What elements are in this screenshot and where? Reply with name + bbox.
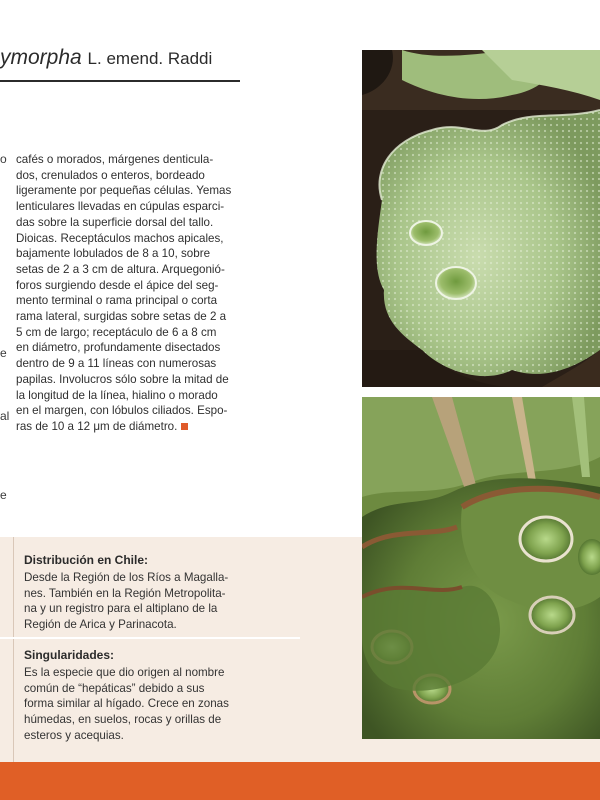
singularities-line: húmedas, en suelos, rocas y orillas de [24,713,222,727]
singularities-line: esteros y acequias. [24,728,124,742]
description-line: en diámetro, profundamente disectados [16,341,221,355]
description-line: 5 cm de largo; receptáculo de 6 a 8 cm [16,325,217,339]
description-line: cafés o morados, márgenes denticula- [16,153,214,166]
distribution-line: nes. También en la Región Metropolita- [24,586,226,600]
distribution-line: Región de Arica y Parinacota. [24,618,177,632]
singularities-line: forma similar al hígado. Crece en zonas [24,697,229,711]
description-line: ras de 10 a 12 μm de diámetro. [16,419,178,433]
description-line: dentro de 9 a 11 líneas con numerosas [16,357,217,371]
description-line: das sobre la superficie dorsal del tallo. [16,215,214,229]
species-authority: L. emend. Raddi [87,49,213,68]
species-description [16,152,244,435]
singularities-heading: Singularidades: [24,648,115,662]
description-line: ligeramente por pequeñas células. Yemas [16,184,232,198]
singularities-line: común de “hepáticas” debido a sus [24,681,205,695]
left-column-fragment: o [0,152,7,166]
description-line-last [16,419,244,435]
description-line: bajamente lobulados de 8 a 10, sobre [16,247,211,261]
distribution-heading: Distribución en Chile: [24,553,149,567]
info-separator [0,637,300,639]
description-line: Dioicas. Receptáculos machos apicales, [16,231,224,245]
singularities-section [24,648,274,744]
description-line: rama lateral, surgidas sobre setas de 2 a [16,310,227,324]
distribution-section [24,553,274,633]
species-name: ymorpha [0,46,82,69]
description-line: mento terminal o rama principal o corta [16,294,218,308]
left-column-fragment: e [0,346,7,360]
singularities-line: Es la especie que dio origen al nombre [24,665,225,679]
distribution-line: na y un registro para el altiplano de la [24,602,218,616]
description-line: papilas. Involucros sólo sobre la mitad de [16,372,229,386]
end-of-text-mark [181,423,188,430]
description-line: dos, crenulados o enteros, bordeado [16,168,205,182]
left-column-fragment: al [0,409,10,423]
description-line: en el margen, con lóbulos ciliados. Espo- [16,404,228,418]
description-line: setas de 2 a 3 cm de altura. Arquegonió- [16,262,225,276]
distribution-line: Desde la Región de los Ríos a Magalla- [24,570,229,584]
liverwort-photo-top [362,50,600,387]
species-title [0,46,240,70]
description-line: la longitud de la línea, hialino o morado [16,388,218,402]
info-left-rule [13,537,14,762]
description-line: lenticulares llevadas en cúpulas esparci- [16,200,225,214]
liverwort-photo-bottom [362,397,600,739]
description-line: foros surgiendo desde el ápice del seg- [16,278,219,292]
title-rule [0,80,240,82]
left-column-fragment: e [0,488,7,502]
footer-band [0,762,600,800]
